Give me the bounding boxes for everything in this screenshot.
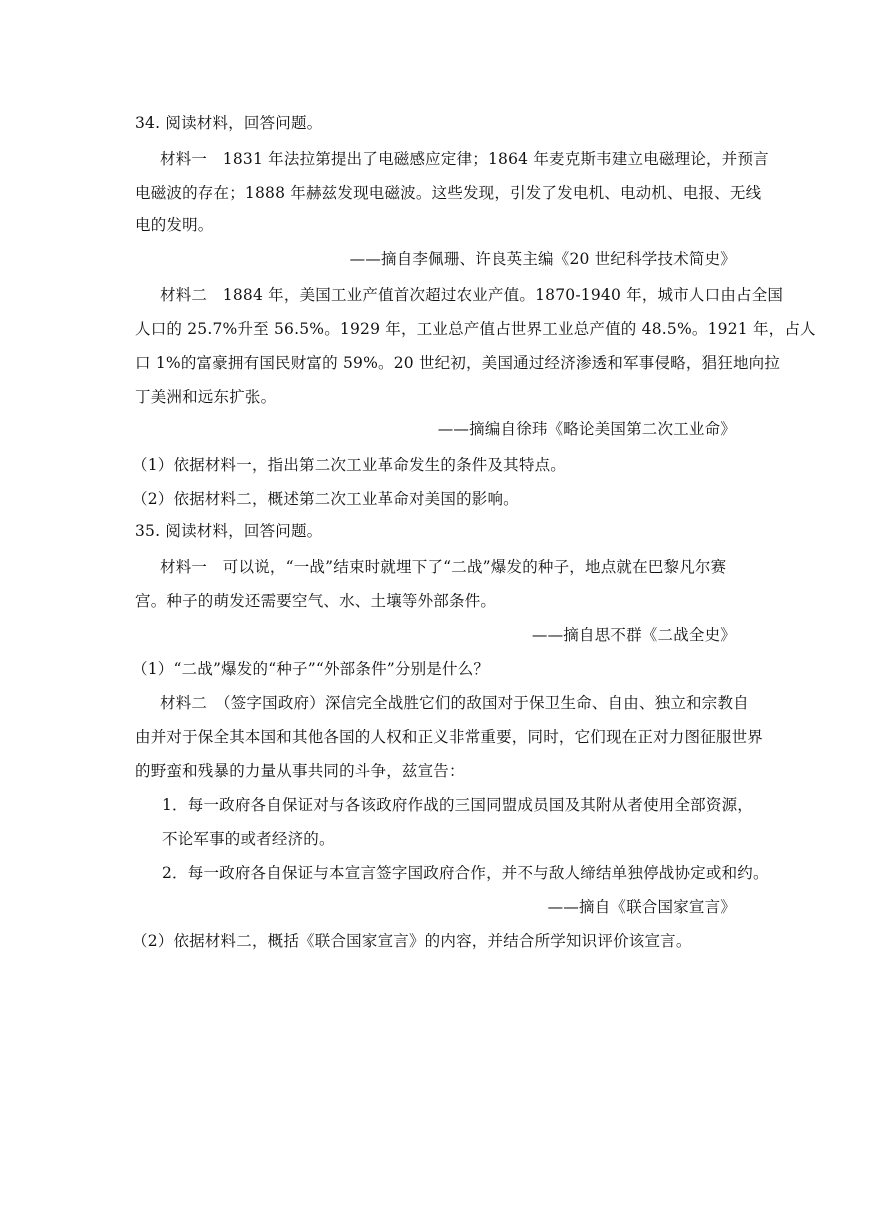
q35-material1-line1: 材料一 可以说，“一战”结束时就埋下了“二战”爆发的种子，地点就在巴黎凡尔赛 (160, 558, 727, 576)
q34-material2-line4: 丁美洲和远东扩张。 (135, 388, 277, 406)
q35-heading: 35. 阅读材料，回答问题。 (135, 522, 323, 540)
q35-question1: （1）“二战”爆发的“种子”“外部条件”分别是什么？ (132, 660, 490, 678)
q35-material2-line2: 由并对于保全其本国和其他各国的人权和正义非常重要，同时，它们现在正对力图征服世界 (135, 728, 764, 746)
q34-material1-line2: 电磁波的存在；1888 年赫兹发现电磁波。这些发现，引发了发电机、电动机、电报、无线 (135, 184, 762, 202)
q35-question2: （2）依据材料二，概括《联合国家宣言》的内容，并结合所学知识评价该宣言。 (132, 932, 692, 950)
q34-material1-line3: 电的发明。 (135, 216, 214, 234)
q35-material2-source: ——摘自《联合国家宣言》 (547, 898, 736, 916)
q34-material1-source: ——摘自李佩珊、许良英主编《20 世纪科学技术简史》 (349, 250, 736, 268)
q35-material1-line2: 宫。种子的萌发还需要空气、水、土壤等外部条件。 (135, 592, 497, 610)
q34-question1: （1）依据材料一，指出第二次工业革命发生的条件及其特点。 (132, 456, 566, 474)
q35-material2-line3: 的野蛮和残暴的力量从事共同的斗争，兹宣告： (135, 762, 465, 780)
q35-material2-item1-cont: 不论军事的或者经济的。 (162, 830, 335, 848)
q34-heading: 34. 阅读材料，回答问题。 (135, 114, 323, 132)
q34-material2-line3: 口 1%的富豪拥有国民财富的 59%。20 世纪初，美国通过经济渗透和军事侵略，猖狂地向拉 (135, 354, 781, 372)
q34-material2-line1: 材料二 1884 年，美国工业产值首次超过农业产值。1870-1940 年，城市人口由占全国 (160, 286, 784, 304)
q35-material2-item1: 1．每一政府各自保证对与各该政府作战的三国同盟成员国及其附从者使用全部资源， (162, 796, 753, 814)
q35-material2-line1: 材料二 （签字国政府）深信完全战胜它们的敌国对于保卫生命、自由、独立和宗教自 (160, 694, 749, 712)
q35-material2-item2: 2．每一政府各自保证与本宣言签字国政府合作，并不与敌人缔结单独停战协定或和约。 (162, 864, 769, 882)
q35-material1-source: ——摘自思不群《二战全史》 (531, 626, 736, 644)
q34-material1-line1: 材料一 1831 年法拉第提出了电磁感应定律；1864 年麦克斯韦建立电磁理论，并预言 (160, 150, 769, 168)
q34-material2-source: ——摘编自徐玮《略论美国第二次工业命》 (437, 420, 736, 438)
q34-material2-line2: 人口的 25.7%升至 56.5%。1929 年，工业总产值占世界工业总产值的 48.5%。1921 年，占人 (135, 320, 816, 338)
q34-question2: （2）依据材料二，概述第二次工业革命对美国的影响。 (132, 490, 519, 508)
